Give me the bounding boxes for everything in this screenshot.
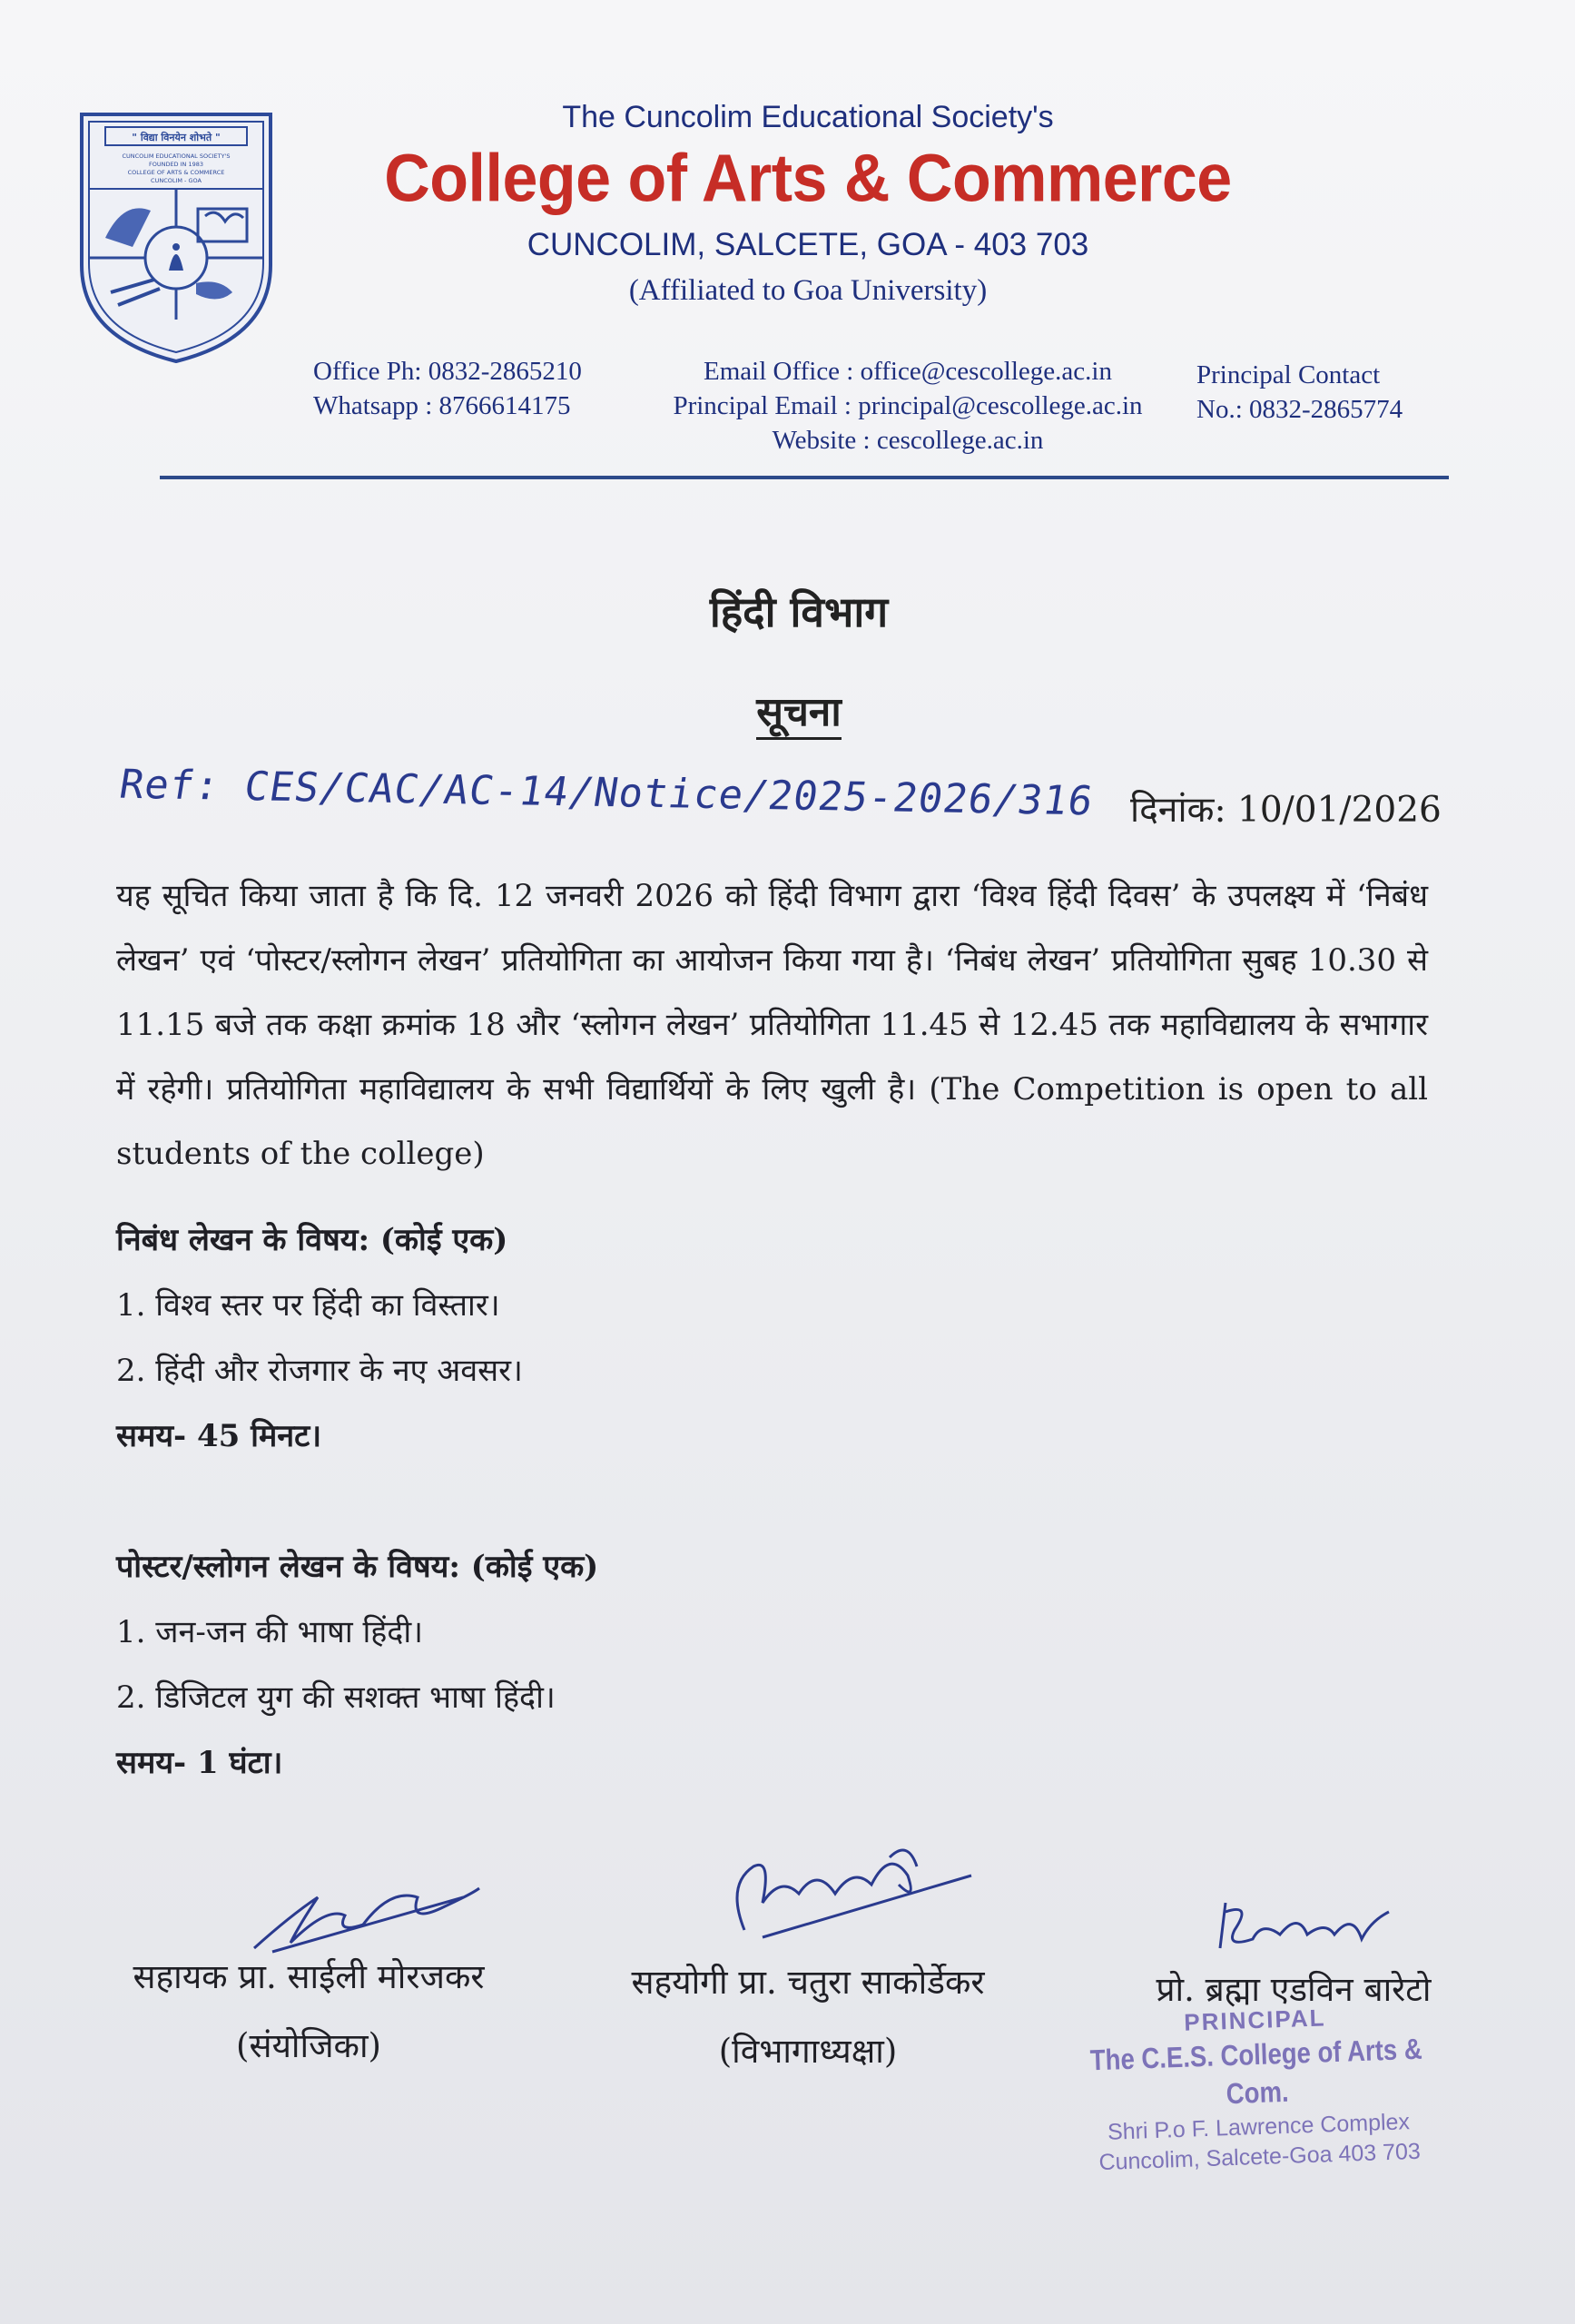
- signatory-role: (संयोजिका): [236, 2026, 381, 2065]
- affiliation: (Affiliated to Goa University): [628, 274, 988, 307]
- logo-text-line: CUNCOLIM - GOA: [151, 177, 202, 184]
- whatsapp-number: Whatsapp : 8766614175: [313, 391, 571, 420]
- poster-heading: पोस्टर/स्लोगन लेखन के विषय: (कोई एक): [116, 1549, 599, 1585]
- poster-time: समय- 1 घंटा।: [116, 1745, 283, 1781]
- essay-time: समय- 45 मिनट।: [116, 1418, 322, 1454]
- college-name: College of Arts & Commerce: [384, 140, 1232, 216]
- logo-text-line: FOUNDED IN 1983: [148, 161, 204, 168]
- notice-body: यह सूचित किया जाता है कि दि. 12 जनवरी 2026 को हिंदी विभाग द्वारा ‘विश्व हिंदी दिवस’ के उपलक्ष्य में ‘निबंध लेखन’ एवं ‘पोस्टर/स्लोगन लेखन’ प्रतियोगिता का आयोजन किया गया है। ‘निबंध लेखन’ प्रतियोगिता सुबह 10.30 से 11.15 बजे तक कक्षा क्रमांक 18 और ‘स्लोगन लेखन’ प्रतियोगिता 11.45 से 12.45 तक महाविद्यालय के सभागार में रहेगी। प्रतियोगिता महाविद्यालय के सभी विद्यार्थियों के लिए खुली है। (The Competition is open to all students of the college): [116, 878, 1428, 1172]
- poster-section: [116, 1534, 1387, 1796]
- website: Website : cescollege.ac.in: [772, 426, 1044, 455]
- principal-contact-label: Principal Contact: [1196, 360, 1381, 389]
- office-email: Email Office : office@cescollege.ac.in: [704, 357, 1112, 386]
- stamp-college: The C.E.S. College of Arts & Com.: [1089, 2032, 1423, 2111]
- principal-contact: [1196, 358, 1403, 427]
- signature-scribble-hod: [708, 1830, 980, 1948]
- stamp-title: PRINCIPAL: [1183, 2004, 1326, 2036]
- department-title: हिंदी विभाग: [709, 587, 889, 636]
- college-crest-logo: [78, 111, 274, 365]
- logo-motto: " विद्या विनयेन शोभते ": [132, 132, 221, 143]
- poster-topic: 2. डिजिटल युग की सशक्त भाषा हिंदी।: [116, 1679, 556, 1716]
- essay-section: [116, 1207, 1387, 1469]
- signatory-name: सहायक प्रा. साईली मोरजकर: [133, 1957, 485, 1996]
- logo-text-line: CUNCOLIM EDUCATIONAL SOCIETY'S: [122, 153, 231, 160]
- signatory-name: सहयोगी प्रा. चतुरा साकोर्डेकर: [631, 1963, 985, 2002]
- signatory-role: (विभागाध्यक्षा): [718, 2032, 898, 2071]
- society-name: The Cuncolim Educational Society's: [562, 100, 1054, 134]
- logo-text-line: COLLEGE OF ARTS & COMMERCE: [127, 169, 225, 176]
- principal-contact-number: No.: 0832-2865774: [1196, 395, 1403, 424]
- stamp-address-1: Shri P.o F. Lawrence Complex: [1107, 2109, 1411, 2145]
- signatory-convenor: [91, 1943, 527, 2081]
- signatory-name: प्रो. ब्रह्मा एडविन बारेटो: [1156, 1970, 1432, 2009]
- essay-topic: 2. हिंदी और रोजगार के नए अवसर।: [116, 1353, 523, 1389]
- principal-stamp: [1041, 1997, 1473, 2179]
- signatory-hod: [599, 1948, 1017, 2086]
- handwritten-reference: Ref: CES/CAC/AC-14/Notice/2025-2026/316: [116, 761, 1098, 825]
- essay-heading: निबंध लेखन के विषय: (कोई एक): [116, 1222, 508, 1258]
- college-address: CUNCOLIM, SALCETE, GOA - 403 703: [527, 227, 1089, 262]
- notice-title: [581, 683, 1017, 737]
- notice-title-text: सूचना: [756, 689, 842, 740]
- contact-emails: [635, 354, 1180, 458]
- essay-topic: 1. विश्व स्तर पर हिंदी का विस्तार।: [116, 1287, 500, 1324]
- signature-scribble-principal: [1207, 1885, 1407, 1966]
- contact-phones: [313, 354, 582, 423]
- poster-topic: 1. जन-जन की भाषा हिंदी।: [116, 1614, 424, 1650]
- letterhead-divider: [160, 476, 1449, 479]
- stamp-address-2: Cuncolim, Salcete-Goa 403 703: [1098, 2138, 1422, 2176]
- office-phone: Office Ph: 0832-2865210: [313, 357, 582, 386]
- notice-date: दिनांक: 10/01/2026: [1130, 790, 1442, 831]
- principal-email: Principal Email : principal@cescollege.ac.in: [673, 391, 1143, 420]
